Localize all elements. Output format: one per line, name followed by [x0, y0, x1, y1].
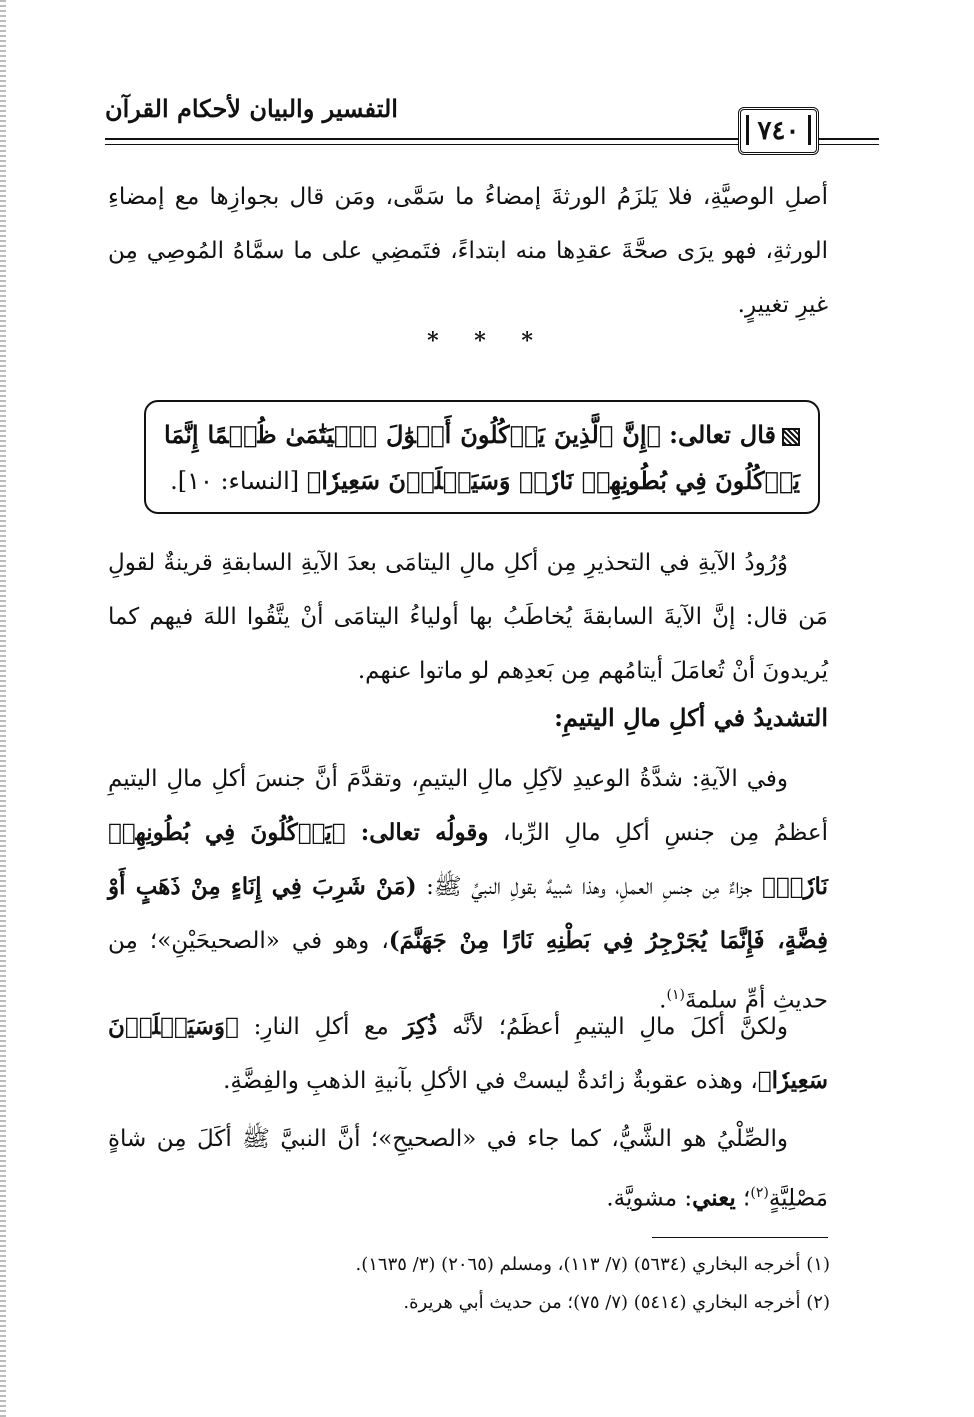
footnote-ref-1[interactable]: (١)	[666, 987, 685, 1003]
paragraph-3	[108, 1000, 828, 1108]
page-header	[105, 92, 879, 162]
p2-verse: وقولُه تعالى: ﴿يَأۡكُلُونَ فِي بُطُونِهِمۡ نَارٗاۖ﴾	[108, 819, 828, 900]
paragraph-4-text	[108, 1112, 828, 1226]
p4-part1: والصِّلْيُ هو الشَّيُّ، كما جاء في «الصحيحِ»؛ أنَّ النبيَّ ﷺ أكَلَ مِن شاةٍ مَصْلِيَّةٍ	[108, 1126, 828, 1212]
p2-part3: ، وهو في «الصحيحَيْنِ»؛ مِن حديثِ أمِّ سلمةَ	[108, 928, 828, 1014]
intro-paragraph	[108, 170, 828, 332]
book-title: التفسير والبيان لأحكام القرآن	[105, 94, 398, 123]
intro-text: أصلِ الوصيَّةِ، فلا يَلزَمُ الورثةَ إمضاءُ ما سَمَّى، ومَن قال بجوازِها مع إمضاءِ الورثةِ، فهو يرَى صحَّةَ عقدِها منه ابتداءً، فتَمضِي على ما سمَّاهُ المُوصِي مِن غيرِ تغييرٍ.	[108, 184, 828, 318]
p3-part2: مع أكلِ النارِ:	[238, 1014, 404, 1040]
p3-part1: ولكنَّ أكلَ مالِ اليتيمِ أعظَمُ؛ لأنَّه	[437, 1014, 788, 1040]
p4-part2: ؛	[735, 1185, 751, 1212]
footnote-ref-2[interactable]: (٢)	[750, 1185, 769, 1201]
verse-text: ﴿إِنَّ ٱلَّذِينَ يَأۡكُلُونَ أَمۡوَٰلَ ٱلۡيَتَٰمَىٰ ظُلۡمًا إِنَّمَا يَأۡكُلُونَ فِي بُطُونِهِمۡ نَارٗاۖ وَسَيَصۡلَوۡنَ سَعِيرٗا﴾	[164, 420, 800, 495]
paragraph-3-text	[108, 1000, 828, 1108]
verse-reference: [النساء: ١٠].	[170, 467, 300, 495]
footnotes	[108, 1246, 830, 1322]
p4-part3: : مشويَّة.	[606, 1185, 693, 1212]
footnote-1: (١) أخرجه البخاري (٥٦٣٤) (٧/ ١١٣)، ومسلم (٢٠٦٥) (٣/ ١٦٣٥).	[355, 1254, 830, 1275]
p3-part3: ، وهذه عقوبةٌ زائدةٌ ليستْ في الأكلِ بآنيةِ الذهبِ والفِضَّةِ.	[223, 1068, 758, 1094]
verse-box	[144, 400, 820, 514]
p2-end: .	[659, 987, 667, 1014]
section-separator: * * *	[427, 328, 547, 354]
p3-verse: ﴿وَسَيَصۡلَوۡنَ سَعِيرٗا﴾	[108, 1013, 828, 1094]
p4-bold: يعني	[692, 1184, 736, 1212]
p2-part2: جزاءٌ مِن جنسِ العملِ، وهذا شبيهٌ بقولِ النبيِّ ﷺ:	[416, 874, 763, 900]
paragraph-2	[108, 752, 828, 1028]
scan-edge	[0, 0, 6, 1417]
section-heading: التشديدُ في أكلِ مالِ اليتيمِ:	[554, 703, 828, 732]
ornament-icon	[782, 428, 800, 446]
footnote-2: (٢) أخرجه البخاري (٥٤١٤) (٧/ ٧٥)؛ من حديث أبي هريرة.	[403, 1292, 830, 1313]
p3-bold1: ذُكِرَ	[403, 1013, 438, 1040]
paragraph-4	[108, 1112, 828, 1226]
footnote-divider	[652, 1237, 828, 1238]
page-number: ٧٤٠	[738, 107, 819, 155]
paragraph-1-text: وُرُودُ الآيةِ في التحذيرِ مِن أكلِ مالِ اليتامَى بعدَ الآيةِ السابقةِ قرينةٌ لقولِ مَن قال: إنَّ الآيةَ السابقةَ يُخاطَبُ بها أولياءُ اليتامَى أنْ يتَّقُوا اللهَ فيهم كما يُريدونَ أنْ تُعامَلَ أيتامُهم مِن بَعدِهم لو ماتوا عنهم.	[108, 550, 828, 684]
verse-lead: قال تعالى:	[669, 420, 776, 449]
p2-part1: وفي الآيةِ: شدَّةُ الوعيدِ لآكِلِ مالِ اليتيمِ، وتقدَّمَ أنَّ جنسَ أكلِ مالِ اليتيمِ أعظمُ مِن جنسِ أكلِ مالِ الرِّبا،	[108, 766, 828, 846]
paragraph-1	[108, 536, 828, 698]
paragraph-2-text	[108, 752, 828, 1028]
p2-hadith: (مَنْ شَرِبَ فِي إِنَاءٍ مِنْ ذَهَبٍ أَوْ فِضَّةٍ، فَإِنَّمَا يُجَرْجِرُ فِي بَطْنِهِ نَارًا مِنْ جَهَنَّمَ)	[108, 873, 828, 954]
